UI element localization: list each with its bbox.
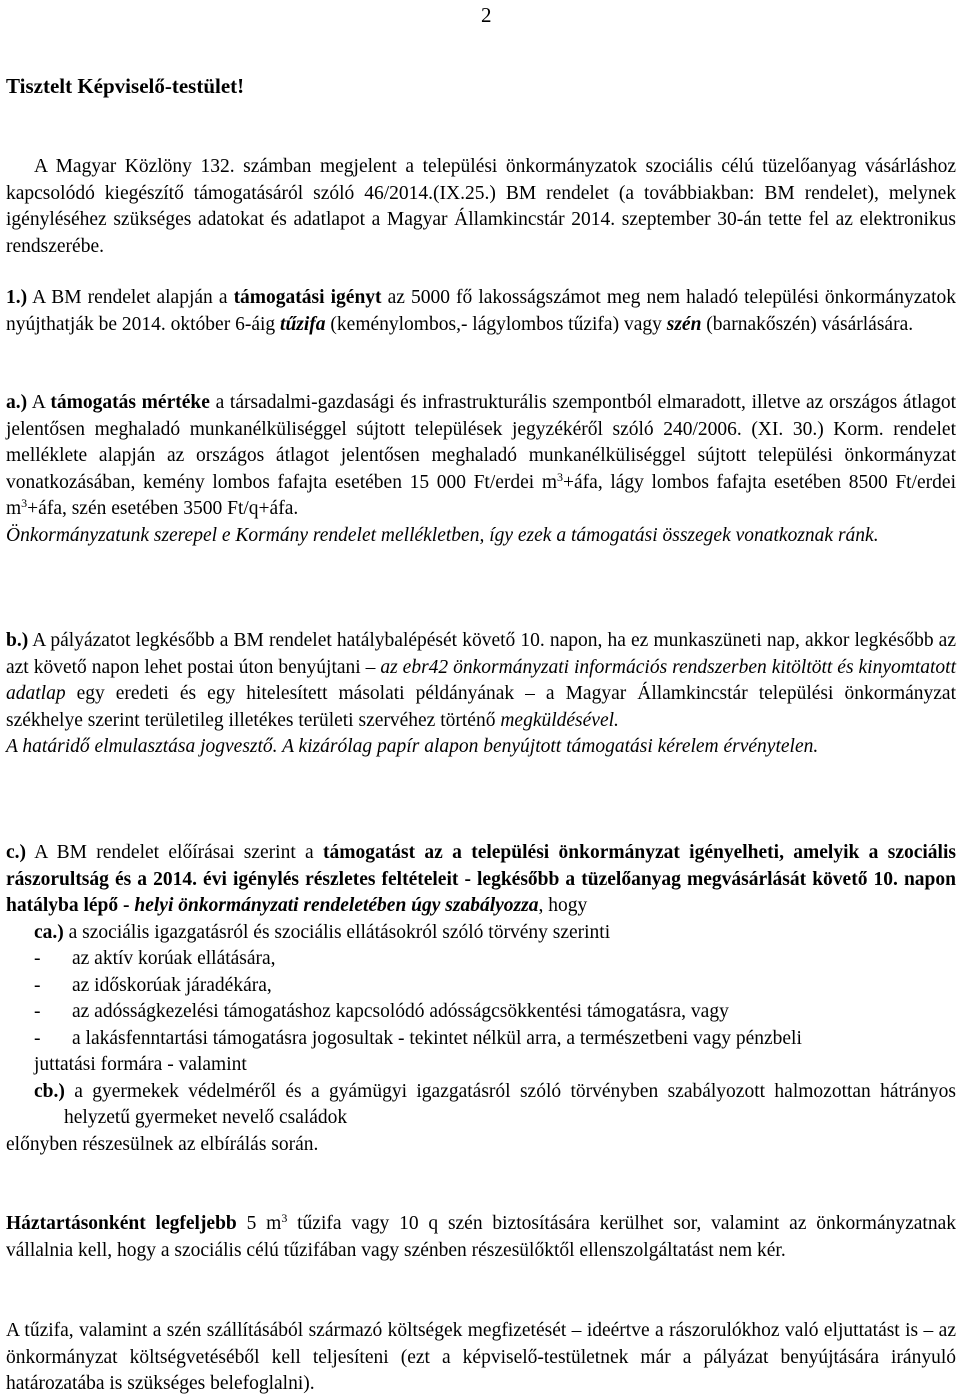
transport-paragraph bbox=[6, 1318, 956, 1398]
list-dash: - bbox=[34, 1027, 41, 1049]
section-a-part: a társadalmi-gazdasági és infrastrukturális szempontból elmaradott, illetve az országos átlagot jelentősen meghaladó munkanélküliséggel sújtott települések jegyzékéről szóló 240/2006. (XI. 30.) Korm. rendelet melléklete alapján az országos átlagot jelentősen meghaladó munkanélküliséggel sújtott települési önkormányzat vonatkozásában, kemény lombos fafajta esetében 15 000 Ft/erdei m bbox=[6, 392, 956, 493]
household-paragraph bbox=[6, 1211, 956, 1264]
section-a-label: a.) bbox=[6, 392, 28, 413]
section-a-italic-text: Önkormányzatunk szerepel e Kormány rendelet mellékletben, így ezek a támogatási összegek vonatkoznak ránk. bbox=[6, 524, 879, 546]
transport-text: A tűzifa, valamint a szén szállításából származó költségek megfizetését – ideértve a rászorulókhoz való eljuttatást is – az önkormányzat költségvetéséből kell teljesíteni (ezt a képviselő-testületnek már a pályázat benyújtására irányuló határozatába is szükséges belefoglalni). bbox=[6, 1320, 956, 1394]
section-a-part: +áfa, szén esetében 3500 Ft/q+áfa. bbox=[27, 498, 299, 519]
section-a-italic-note bbox=[6, 523, 956, 550]
section-b-part: A pályázatot legkésőbb a BM rendelet hatálybalépését követő 10. napon, ha ez munkaszüneti nap, akkor legkésőbb az azt követő napon lehet postai úton benyújtani – bbox=[6, 630, 956, 678]
section-1-part: (keménylombos,- lágylombos tűzifa) vagy bbox=[325, 313, 667, 335]
section-1-part: A BM rendelet alapján a bbox=[27, 287, 234, 308]
cubic-superscript: 3 bbox=[21, 496, 28, 510]
subsection-cb-label: cb.) bbox=[34, 1080, 65, 1102]
section-a-part: +áfa, lágy lombos fafajta esetében 8500 Ft/erdei m bbox=[6, 471, 956, 519]
support-claim-bold: támogatási igényt bbox=[233, 287, 382, 308]
list-item-text: az adósságkezelési támogatáshoz kapcsolódó adósságcsökkentési támogatásra, vagy bbox=[72, 1001, 729, 1022]
section-c-bold: támogatást az a települési önkormányzat igényelheti, amelyik a szociális rászorultság és a 2014. évi igénylés részletes feltételeit - legkésőbb a tüzelőanyag megvásárlását követő 10. napon hatályba lépő - bbox=[6, 842, 956, 916]
section-1-part: az 5000 fő lakosságszámot meg nem haladó települési önkormányzatok nyújthatják be 2014. október 6-áig bbox=[6, 287, 956, 335]
household-bold: Háztartásonként legfeljebb bbox=[6, 1213, 237, 1234]
section-c-part: A BM rendelet előírásai szerint a bbox=[26, 842, 324, 863]
list-item bbox=[6, 973, 956, 1000]
household-part: tűzifa vagy 10 q szén biztosítására kerülhet sor, valamint az önkormányzatnak vállalnia kell, hogy a szociális célú tűzifában vagy szénben részesülőktől ellenszolgáltatást nem kér. bbox=[6, 1213, 956, 1261]
coal-bold-italic: szén bbox=[666, 313, 702, 335]
section-c-text bbox=[6, 840, 956, 920]
list-item-text: a lakásfenntartási támogatásra jogosultak - tekintet nélkül arra, a természetbeni vagy pénzbeli bbox=[72, 1027, 802, 1049]
subsection-ca-text: a szociális igazgatásról és szociális ellátásokról szóló törvény szerinti bbox=[63, 921, 611, 943]
list-item-text: az időskorúak járadékára, bbox=[72, 974, 272, 996]
section-1-label: 1.) bbox=[6, 287, 28, 308]
section-b-italic-note bbox=[6, 734, 956, 761]
intro-text: A Magyar Közlöny 132. számban megjelent a települési önkormányzatok szociális célú tüzelőanyag vásárláshoz kapcsolódó kiegészítő támogatásáról szóló 46/2014.(IX.25.) BM rendelet (a továbbiakban: BM rendelet), melynek igényléséhez szükséges adatokat és adatlapot a Magyar Államkincstár 2014. szeptember 30-án tette fel az elektronikus rendszerébe. bbox=[6, 156, 956, 257]
section-c bbox=[6, 840, 956, 1158]
cubic-superscript: 3 bbox=[557, 469, 564, 484]
subsection-cb bbox=[6, 1079, 956, 1132]
subsection-cb-text: a gyermekek védelméről és a gyámügyi igazgatásról szóló törvényben szabályozott halmozottan hátrányos helyzetű gyermeket nevelő családok bbox=[64, 1080, 956, 1128]
list-item bbox=[6, 946, 956, 973]
section-b-text bbox=[6, 628, 956, 734]
household-text bbox=[6, 1211, 956, 1264]
list-item-continuation: juttatási formára - valamint bbox=[34, 1054, 247, 1075]
list-item-text: az aktív korúak ellátására, bbox=[72, 948, 276, 969]
section-c-bold-italic: helyi önkormányzati rendeletében úgy szabályozza bbox=[134, 895, 539, 916]
support-amount-bold: támogatás mértéke bbox=[50, 392, 210, 413]
list-dash: - bbox=[34, 948, 41, 969]
section-1-text bbox=[6, 285, 956, 338]
section-1-part: (barnakőszén) vásárlására. bbox=[701, 313, 914, 335]
document-title: Tisztelt Képviselő-testület! bbox=[6, 74, 245, 98]
section-b-italic-2: megküldésével. bbox=[500, 709, 619, 731]
list-dash: - bbox=[34, 1001, 41, 1022]
page-number: 2 bbox=[481, 3, 492, 27]
subsection-ca bbox=[6, 920, 956, 947]
household-part: 5 m bbox=[236, 1213, 282, 1234]
list-dash: - bbox=[34, 974, 41, 996]
list-item bbox=[6, 1026, 956, 1053]
intro-paragraph bbox=[6, 154, 956, 260]
section-c-part: , hogy bbox=[538, 895, 588, 916]
section-b bbox=[6, 628, 956, 761]
section-c-label: c.) bbox=[6, 842, 27, 863]
section-b-label: b.) bbox=[6, 630, 29, 651]
cubic-superscript: 3 bbox=[281, 1211, 288, 1225]
section-a-text bbox=[6, 390, 956, 523]
section-b-part: egy eredeti és egy hitelesített másolati példányának – a Magyar Államkincstár települési önkormányzat székhelye szerint területileg illetékes területi szervéhez történő bbox=[6, 683, 956, 731]
section-a-part: A bbox=[27, 392, 51, 413]
section-a bbox=[6, 390, 956, 549]
section-1 bbox=[6, 285, 956, 338]
section-c-closing: előnyben részesülnek az elbírálás során. bbox=[6, 1133, 319, 1155]
section-b-italic-1: az ebr42 önkormányzati információs rendszerben kitöltött és kinyomtatott adatlap bbox=[6, 656, 956, 704]
firewood-bold-italic: tűzifa bbox=[280, 313, 326, 335]
section-b-italic-text: A határidő elmulasztása jogvesztő. A kizárólag papír alapon benyújtott támogatási kérelem érvénytelen. bbox=[6, 736, 819, 757]
list-item bbox=[6, 999, 956, 1026]
subsection-ca-label: ca.) bbox=[34, 921, 64, 943]
